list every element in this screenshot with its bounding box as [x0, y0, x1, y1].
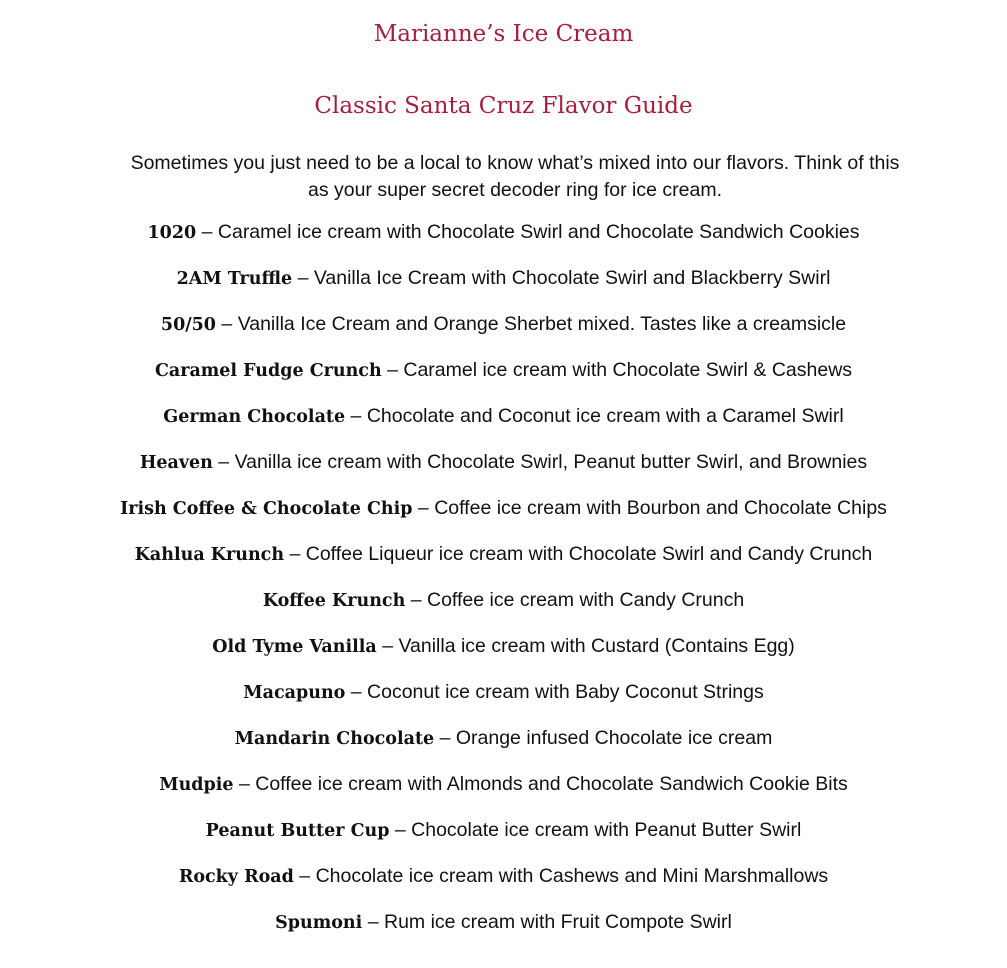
flavor-description: Coconut ice cream with Baby Coconut Strings [367, 681, 764, 703]
flavor-description: Rum ice cream with Fruit Compote Swirl [384, 911, 732, 933]
flavor-name: Mudpie [159, 775, 234, 795]
flavor-list [0, 218, 1007, 954]
flavor-item [0, 862, 1007, 908]
flavor-description: Caramel ice cream with Chocolate Swirl and Chocolate Sandwich Cookies [217, 221, 860, 243]
flavor-name: Caramel Fudge Crunch [154, 361, 382, 381]
flavor-separator: – [405, 589, 427, 611]
flavor-name: Kahlua Krunch [134, 545, 285, 565]
flavor-separator: – [376, 635, 399, 657]
flavor-item [0, 816, 1007, 862]
flavor-description: Coffee Liqueur ice cream with Chocolate Swirl and Candy Crunch [305, 543, 873, 565]
flavor-name: Macapuno [243, 683, 346, 703]
flavor-separator: – [345, 405, 367, 427]
flavor-item [0, 310, 1007, 356]
flavor-item [0, 218, 1007, 264]
flavor-item [0, 724, 1007, 770]
flavor-description: Coffee ice cream with Candy Crunch [426, 589, 745, 611]
shop-title: Marianne’s Ice Cream [373, 21, 634, 47]
flavor-separator: – [293, 865, 316, 887]
flavor-item [0, 356, 1007, 402]
flavor-name: Rocky Road [178, 867, 294, 887]
flavor-separator: – [389, 819, 412, 841]
flavor-description: Coffee ice cream with Almonds and Chocolate Sandwich Cookie Bits [255, 773, 848, 795]
guide-subtitle: Classic Santa Cruz Flavor Guide [314, 93, 693, 119]
flavor-description: Vanilla ice cream with Custard (Contains Egg) [398, 635, 795, 657]
flavor-separator: – [216, 313, 238, 335]
flavor-separator: – [412, 497, 435, 519]
flavor-item [0, 402, 1007, 448]
flavor-item [0, 264, 1007, 310]
flavor-separator: – [212, 451, 235, 473]
flavor-name: 50/50 [160, 315, 216, 335]
flavor-separator: – [381, 359, 404, 381]
flavor-description: Caramel ice cream with Chocolate Swirl & Cashews [403, 359, 853, 381]
flavor-name: 1020 [147, 223, 197, 243]
flavor-description: Coffee ice cream with Bourbon and Chocolate Chips [434, 497, 887, 519]
flavor-separator: – [196, 221, 218, 243]
flavor-item [0, 540, 1007, 586]
flavor-item [0, 770, 1007, 816]
flavor-name: Mandarin Chocolate [234, 729, 435, 749]
flavor-item [0, 448, 1007, 494]
flavor-item [0, 678, 1007, 724]
flavor-separator: – [233, 773, 256, 795]
flavor-description: Orange infused Chocolate ice cream [455, 727, 773, 749]
flavor-item [0, 632, 1007, 678]
flavor-item [0, 586, 1007, 632]
flavor-item [0, 908, 1007, 954]
intro-paragraph: Sometimes you just need to be a local to know what’s mixed into our flavors. Think of this as your super secret decoder ring for ice cream. [130, 152, 900, 201]
flavor-name: Peanut Butter Cup [205, 821, 390, 841]
flavor-name: German Chocolate [163, 407, 346, 427]
flavor-separator: – [292, 267, 314, 289]
flavor-description: Chocolate and Coconut ice cream with a Caramel Swirl [366, 405, 844, 427]
flavor-name: 2AM Truffle [176, 269, 293, 289]
flavor-description: Vanilla Ice Cream and Orange Sherbet mixed. Tastes like a creamsicle [237, 313, 847, 335]
flavor-separator: – [284, 543, 306, 565]
flavor-item [0, 494, 1007, 540]
flavor-separator: – [434, 727, 456, 749]
flavor-name: Spumoni [275, 913, 363, 933]
flavor-name: Heaven [139, 453, 213, 473]
flavor-description: Vanilla ice cream with Chocolate Swirl, Peanut butter Swirl, and Brownies [234, 451, 868, 473]
flavor-name: Irish Coffee & Chocolate Chip [120, 499, 413, 519]
flavor-name: Old Tyme Vanilla [212, 637, 377, 657]
flavor-description: Chocolate ice cream with Peanut Butter Swirl [411, 819, 802, 841]
flavor-description: Vanilla Ice Cream with Chocolate Swirl and Blackberry Swirl [313, 267, 831, 289]
flavor-separator: – [362, 911, 384, 933]
flavor-separator: – [345, 681, 368, 703]
flavor-name: Koffee Krunch [262, 591, 406, 611]
flavor-description: Chocolate ice cream with Cashews and Mini Marshmallows [315, 865, 829, 887]
